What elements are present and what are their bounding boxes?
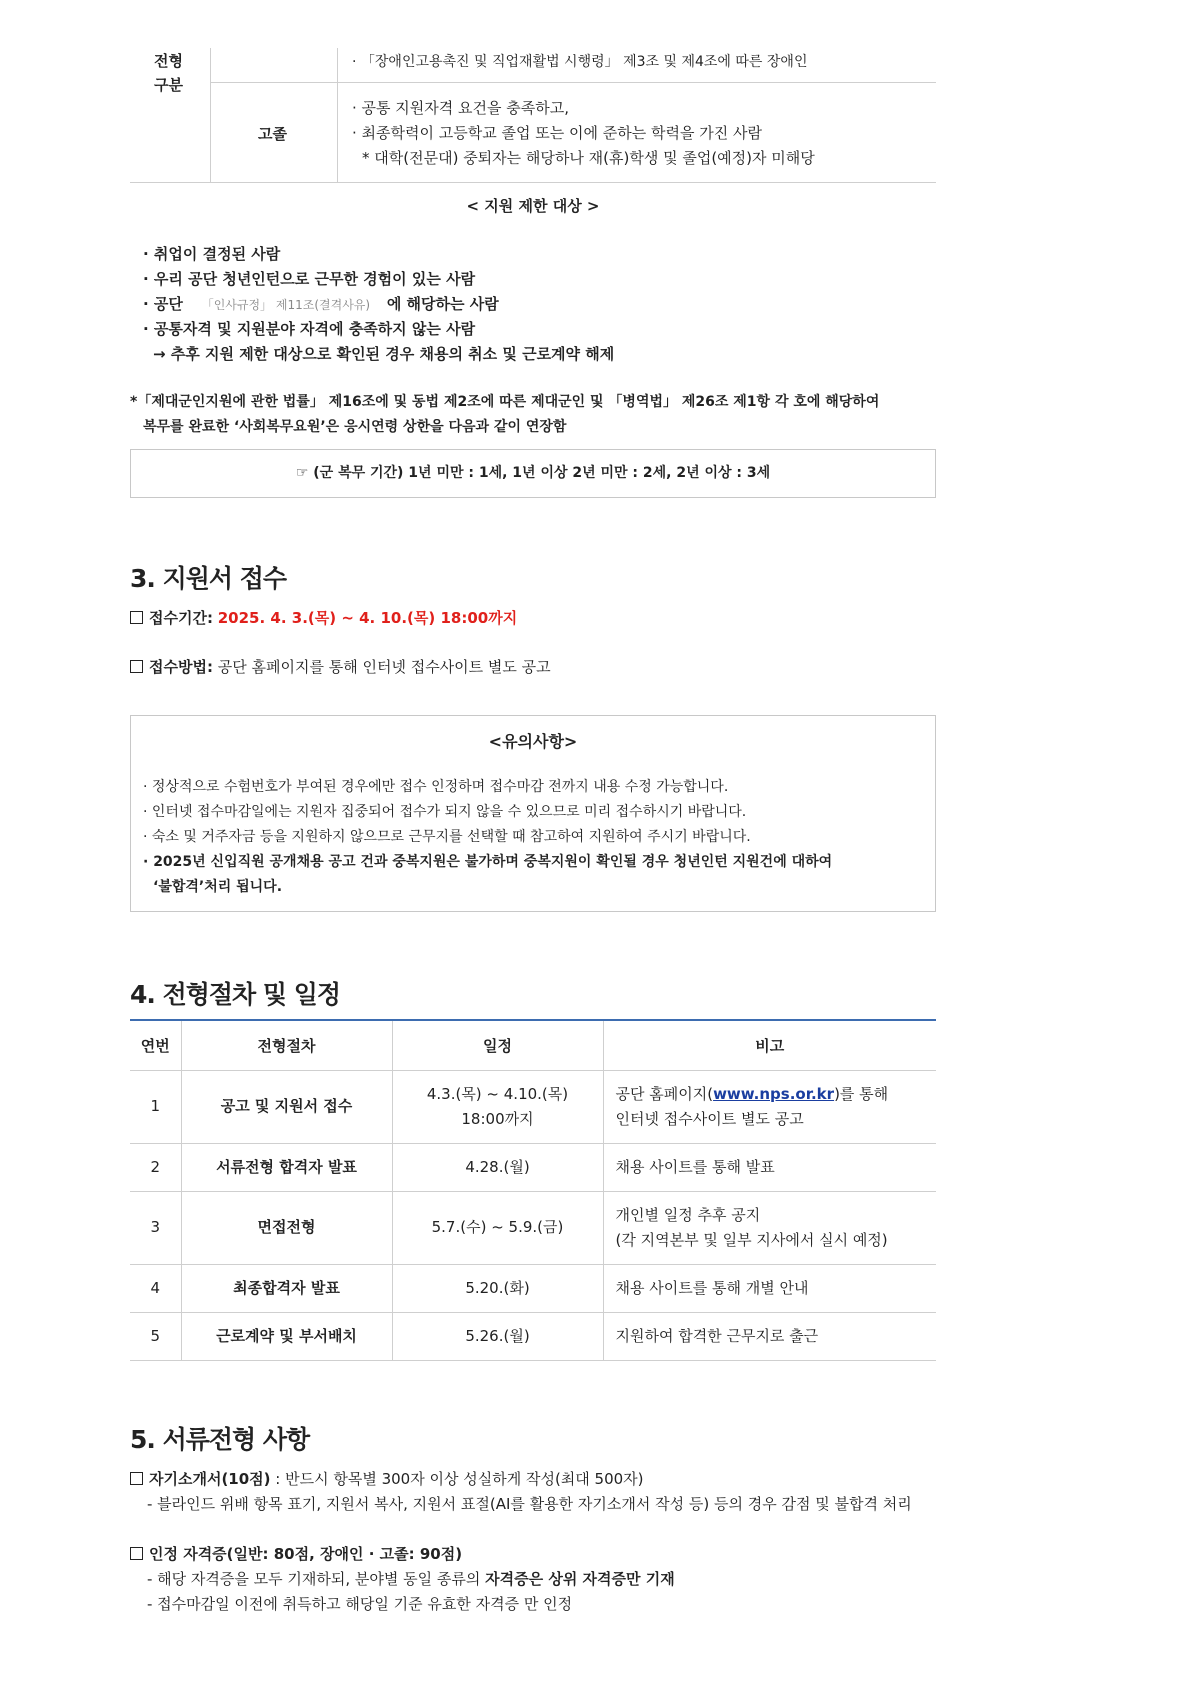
military-extension-text: ☞ (군 복무 기간) 1년 미만 : 1세, 1년 이상 2년 미만 : 2세, 2년 이상 : 3세 bbox=[295, 465, 771, 481]
row-note bbox=[603, 1191, 936, 1264]
restriction-item: · 취업이 결정된 사람 bbox=[143, 245, 281, 263]
category-label-partial: 전형 bbox=[154, 52, 183, 70]
row-date-line: 4.3.(목) ~ 4.10.(목) bbox=[426, 1084, 569, 1103]
row-number: 5 bbox=[130, 1312, 181, 1360]
method-label: 접수방법: bbox=[149, 658, 213, 676]
military-note-line1: *「제대군인지원에 관한 법률」 제16조에 및 동법 제2조에 따른 제대군인 및 「병역법」 제26조 제1항 각 호에 해당하여 bbox=[130, 394, 880, 410]
section4-title: 4. 전형절차 및 일정 bbox=[130, 980, 341, 1009]
certificate-label: 인정 자격증(일반: 80점, 장애인 · 고졸: 90점) bbox=[149, 1545, 463, 1563]
cover-letter-text: : 반드시 항목별 300자 이상 성실하게 작성(최대 500자) bbox=[270, 1470, 644, 1488]
certificate-sub-bold: 자격증은 상위 자격증만 기재 bbox=[485, 1570, 675, 1588]
military-note-line2: 복무를 완료한 ‘사회복무요원’은 응시연령 상한을 다음과 같이 연장함 bbox=[143, 419, 567, 435]
military-extension-box bbox=[130, 449, 936, 498]
notice-item: · 정상적으로 수험번호가 부여된 경우에만 접수 인정하며 접수마감 전까지 내용 수정 가능합니다. bbox=[143, 779, 729, 795]
row-date: 5.20.(화) bbox=[392, 1264, 603, 1312]
row-date: 5.7.(수) ~ 5.9.(금) bbox=[392, 1191, 603, 1264]
row-note: 채용 사이트를 통해 발표 bbox=[603, 1143, 936, 1191]
checkbox-square-icon bbox=[130, 1547, 143, 1560]
restriction-item: · 우리 공단 청년인턴으로 근무한 경험이 있는 사람 bbox=[143, 270, 476, 288]
row-note: 채용 사이트를 통해 개별 안내 bbox=[603, 1264, 936, 1312]
row-note bbox=[603, 1070, 936, 1143]
table-row bbox=[130, 1143, 936, 1191]
table-divider bbox=[210, 48, 211, 182]
notice-item-bold: · 2025년 신입직원 공개채용 공고 건과 중복지원은 불가하며 중복지원이 확인될 경우 청년인턴 지원건에 대하여 bbox=[143, 854, 833, 870]
row2-line: * 대학(전문대) 중퇴자는 해당하나 재(휴)학생 및 졸업(예정)자 미해당 bbox=[362, 149, 815, 167]
restrictions-title: < 지원 제한 대상 > bbox=[466, 197, 600, 215]
certificate-sub: - 접수마감일 이전에 취득하고 해당일 기준 유효한 자격증 만 인정 bbox=[147, 1595, 573, 1613]
table-divider bbox=[130, 182, 936, 183]
table-row bbox=[130, 1264, 936, 1312]
section5-title: 5. 서류전형 사항 bbox=[130, 1425, 310, 1454]
cover-letter-row bbox=[130, 1468, 644, 1489]
notice-item: · 숙소 및 거주자금 등을 지원하지 않으므로 근무지를 선택할 때 참고하여 지원하여 주시기 바랍니다. bbox=[143, 829, 751, 845]
cover-letter-sub: - 블라인드 위배 항목 표기, 지원서 복사, 지원서 표절(AI를 활용한 자기소개서 작성 등) 등의 경우 감점 및 불합격 처리 bbox=[147, 1495, 912, 1513]
row-note-text: 공단 홈페이지( bbox=[615, 1084, 714, 1103]
row2-line: · 최종학력이 고등학교 졸업 또는 이에 준하는 학력을 가진 사람 bbox=[352, 124, 762, 142]
method-row bbox=[130, 656, 551, 677]
notice-title: <유의사항> bbox=[488, 732, 578, 751]
restriction-item3-prefix: · 공단 bbox=[143, 295, 183, 313]
restriction-item3-ref: 「인사규정」 제11조(결격사유) bbox=[201, 298, 371, 312]
category-label: 구분 bbox=[154, 76, 183, 94]
row-date-line: 18:00까지 bbox=[461, 1109, 534, 1128]
period-value: 2025. 4. 3.(목) ~ 4. 10.(목) 18:00까지 bbox=[217, 609, 518, 627]
header-cell: 일정 bbox=[392, 1020, 603, 1070]
row-procedure: 근로계약 및 부서배치 bbox=[181, 1312, 392, 1360]
schedule-table bbox=[130, 1019, 936, 1361]
certificate-row bbox=[130, 1543, 462, 1564]
header-cell: 연번 bbox=[130, 1020, 181, 1070]
period-label: 접수기간: bbox=[149, 609, 213, 627]
row-procedure: 공고 및 지원서 접수 bbox=[181, 1070, 392, 1143]
restriction-item: · 공통자격 및 지원분야 자격에 충족하지 않는 사람 bbox=[143, 320, 476, 338]
row-number: 3 bbox=[130, 1191, 181, 1264]
row-note-text: 개인별 일정 추후 공지 bbox=[615, 1205, 761, 1224]
cover-letter-label: 자기소개서(10점) bbox=[149, 1470, 271, 1488]
checkbox-square-icon bbox=[130, 660, 143, 673]
row1-text: · 「장애인고용촉진 및 직업재활법 시행령」 제3조 및 제4조에 따른 장애인 bbox=[352, 54, 808, 70]
row-date: 4.28.(월) bbox=[392, 1143, 603, 1191]
period-row bbox=[130, 607, 517, 628]
checkbox-square-icon bbox=[130, 1472, 143, 1485]
row-number: 4 bbox=[130, 1264, 181, 1312]
notice-box bbox=[130, 715, 936, 912]
row-number: 2 bbox=[130, 1143, 181, 1191]
nps-homepage-link[interactable]: www.nps.or.kr bbox=[713, 1084, 835, 1103]
notice-item: · 인터넷 접수마감일에는 지원자 집중되어 접수가 되지 않을 수 있으므로 미리 접수하시기 바랍니다. bbox=[143, 804, 747, 820]
row-note: 지원하여 합격한 근무지로 출근 bbox=[603, 1312, 936, 1360]
row2-label: 고졸 bbox=[258, 125, 287, 143]
table-divider bbox=[337, 48, 338, 182]
row-date bbox=[392, 1070, 603, 1143]
table-row bbox=[130, 1312, 936, 1360]
restriction-item3-suffix: 에 해당하는 사람 bbox=[386, 295, 499, 313]
row-note-text: (각 지역본부 및 일부 지사에서 실시 예정) bbox=[615, 1230, 888, 1249]
row-procedure: 면접전형 bbox=[181, 1191, 392, 1264]
section3-title: 3. 지원서 접수 bbox=[130, 564, 287, 593]
notice-item-bold: ‘불합격’처리 됩니다. bbox=[153, 879, 283, 895]
checkbox-square-icon bbox=[130, 611, 143, 624]
certificate-sub-text: - 해당 자격증을 모두 기재하되, 분야별 동일 종류의 bbox=[147, 1570, 481, 1588]
table-header-row bbox=[130, 1020, 936, 1070]
table-row bbox=[130, 1191, 936, 1264]
header-cell: 비고 bbox=[603, 1020, 936, 1070]
table-divider bbox=[210, 82, 936, 83]
row2-line: · 공통 지원자격 요건을 충족하고, bbox=[352, 99, 569, 117]
row-procedure: 서류전형 합격자 발표 bbox=[181, 1143, 392, 1191]
method-value: 공단 홈페이지를 통해 인터넷 접수사이트 별도 공고 bbox=[217, 658, 551, 676]
row-number: 1 bbox=[130, 1070, 181, 1143]
row-note-text: 인터넷 접수사이트 별도 공고 bbox=[615, 1109, 804, 1128]
restriction-consequence: → 추후 지원 제한 대상으로 확인된 경우 채용의 취소 및 근로계약 해제 bbox=[153, 345, 615, 363]
certificate-sub bbox=[147, 1568, 675, 1589]
table-row bbox=[130, 1070, 936, 1143]
header-cell: 전형절차 bbox=[181, 1020, 392, 1070]
restriction-item bbox=[143, 293, 499, 314]
row-procedure: 최종합격자 발표 bbox=[181, 1264, 392, 1312]
row-date: 5.26.(월) bbox=[392, 1312, 603, 1360]
row-note-text: )를 통해 bbox=[834, 1084, 889, 1103]
